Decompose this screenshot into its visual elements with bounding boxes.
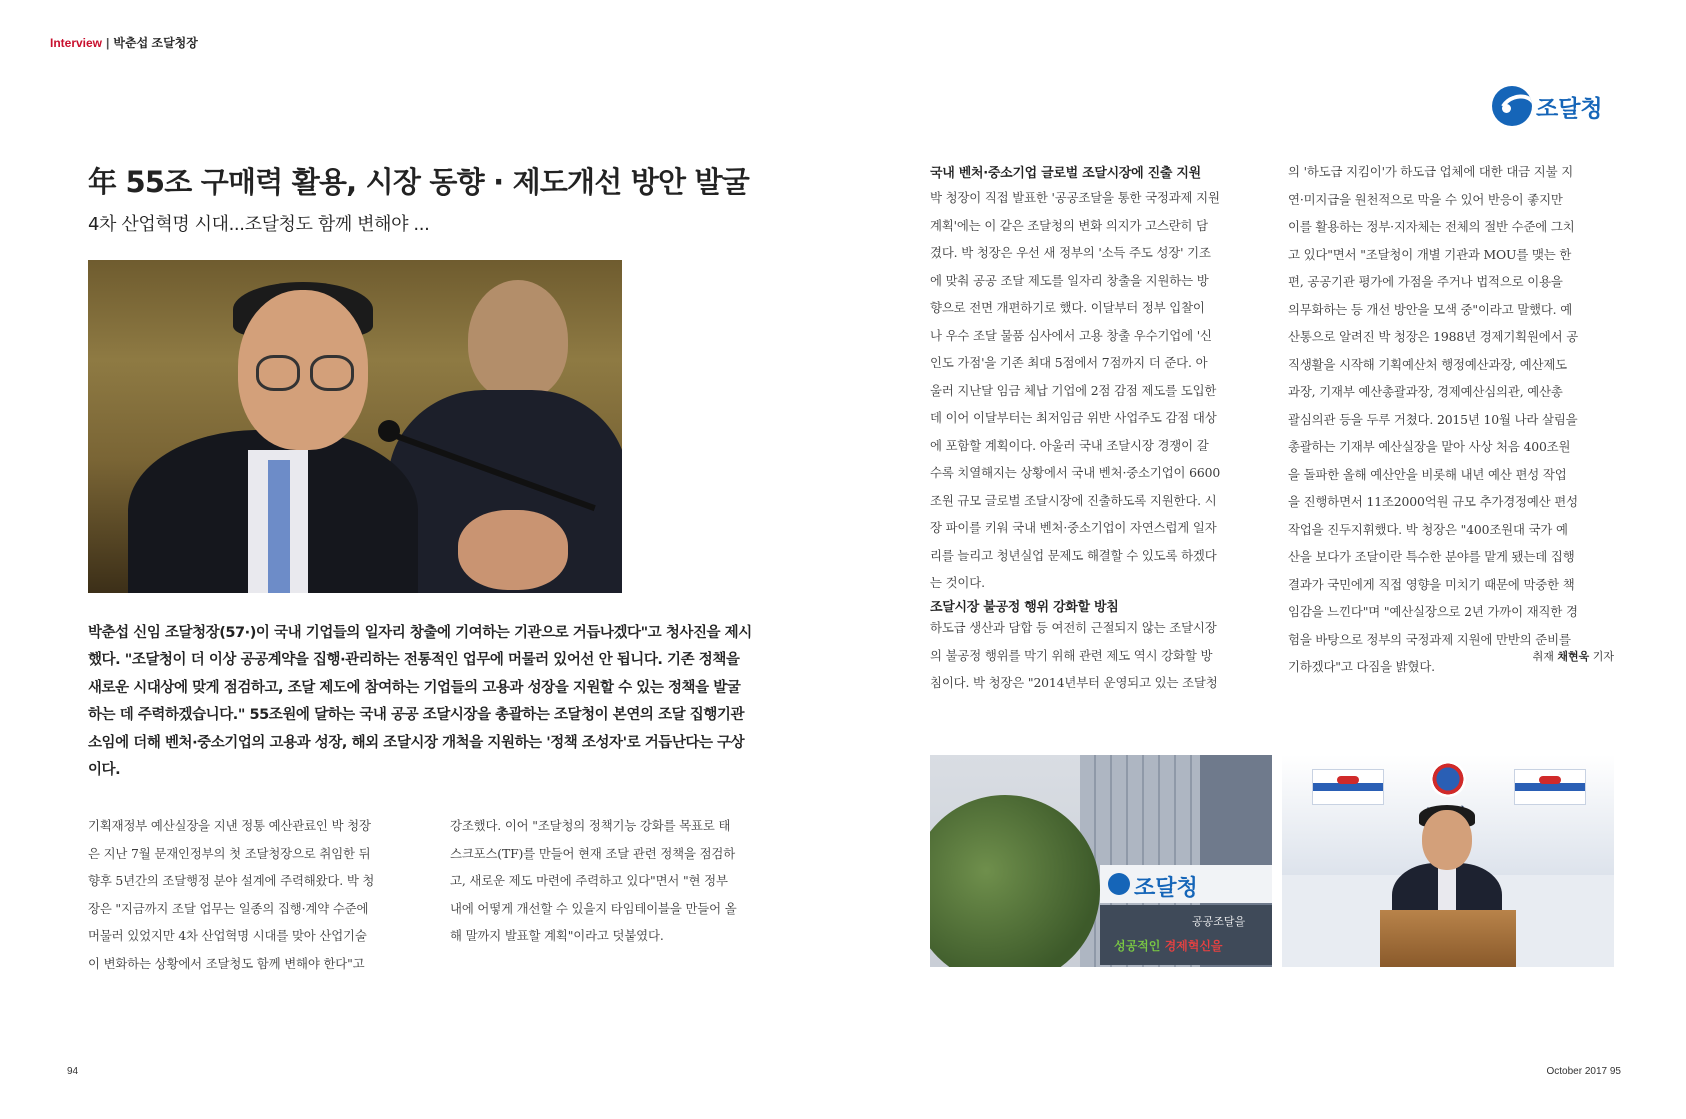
body-line: 박 청장이 직접 발표한 '공공조달을 통한 국정과제 지원 [930, 190, 1220, 205]
body-line: 고, 새로운 제도 마련에 주력하고 있다"면서 "현 정부 [450, 873, 728, 888]
body-line: 의무화하는 등 개선 방안을 모색 중"이라고 말했다. 예 [1288, 301, 1573, 317]
emblem-icon [1430, 761, 1466, 797]
headline: 年 55조 구매력 활용, 시장 동향 · 제도개선 방안 발굴 [88, 165, 749, 199]
intro-line: 하는 데 주력하겠습니다." 55조원에 달하는 국내 공공 조달시장을 총괄하는 조달청이 본연의 조달 집행기관 [88, 707, 745, 724]
body-line: 산을 보다가 조달이란 특수한 분야를 맡게 됐는데 집행 [1288, 549, 1575, 564]
body-line: 을 진행하면서 11조2000억원 규모 추가경정예산 편성 [1288, 494, 1578, 509]
page-number-left: 94 [67, 1066, 79, 1077]
body-line: 겼다. 박 청장은 우선 새 정부의 '소득 주도 성장' 기조 [930, 245, 1211, 260]
building-band-text: 공공조달을 [1192, 915, 1246, 928]
body-column-4 [1288, 158, 1618, 681]
body-line: 하도급 생산과 담합 등 여전히 근절되지 않는 조달시장 [930, 620, 1217, 635]
body-line: 기획재정부 예산실장을 지낸 정통 예산관료인 박 청장 [88, 818, 371, 833]
body-line: 내에 어떻게 개선할 수 있을지 타임테이블을 만들어 올 [450, 900, 737, 916]
intro-line: 했다. "조달청이 더 이상 공공계약을 집행·관리하는 전통적인 업무에 머물러 있어선 안 됩니다. 기존 정책을 [88, 652, 740, 669]
intro-paragraph [88, 620, 770, 784]
body-line: 강조했다. 이어 "조달청의 정책기능 강화를 목표로 태 [450, 818, 731, 833]
body-line: 울러 지난달 임금 체납 기업에 2점 감점 제도를 도입한 [930, 382, 1217, 398]
body-line: 기하겠다"고 다짐을 밝혔다. [1288, 659, 1435, 674]
body-line: 리를 늘리고 청년실업 문제도 해결할 수 있도록 하겠다 [930, 547, 1217, 563]
intro-line: 이다. [88, 762, 121, 779]
body-line: 는 것이다. [930, 575, 985, 590]
building-band-slogan: 성공적인 경제혁신을 [1114, 939, 1223, 953]
body-line: 이를 활용하는 정부·지자체는 전체의 절반 수준에 그치 [1288, 219, 1575, 234]
body-line: 고 있다"면서 "조달청이 개별 기관과 MOU를 맺는 한 [1288, 246, 1572, 262]
byline-prefix: 취재 [1532, 650, 1554, 663]
body-line: 연·미지급을 원천적으로 막을 수 있어 반응이 좋지만 [1288, 191, 1563, 207]
body-line: 에 맞춰 공공 조달 제도를 일자리 창출을 지원하는 방 [930, 272, 1209, 288]
intro-line: 박춘섭 신임 조달청장(57·)이 국내 기업들의 일자리 창출에 기여하는 기관으로 거듭나겠다"고 청사진을 제시 [88, 625, 752, 641]
body-line: 조원 규모 글로벌 조달시장에 진출하도록 지원한다. 시 [930, 492, 1217, 508]
logo-text: 조달청 [1536, 95, 1603, 122]
building-sign-text: 조달청 [1134, 876, 1198, 901]
body-line: 이 변화하는 상황에서 조달청도 함께 변해야 한다"고 [88, 955, 365, 971]
building-photo [930, 755, 1272, 967]
section-title-1: 국내 벤처·중소기업 글로벌 조달시장에 진출 지원 [930, 166, 1201, 181]
agency-logo [1492, 86, 1603, 126]
body-line: 과장, 기재부 예산총괄과장, 경제예산심의관, 예산총 [1288, 384, 1563, 399]
body-line: 임감을 느낀다"며 "예산실장으로 2년 가까이 재직한 경 [1288, 604, 1578, 619]
body-line: 머물러 있었지만 4차 산업혁명 시대를 맞아 산업기술 [88, 928, 367, 943]
body-line: 장 파이를 키워 국내 벤처·중소기업이 자연스럽게 일자 [930, 520, 1217, 535]
subheadline: 4차 산업혁명 시대...조달청도 함께 변해야 ... [88, 214, 430, 235]
section-title-2: 조달시장 불공정 행위 강화할 방침 [930, 600, 1119, 615]
body-line: 장은 "지금까지 조달 업무는 일종의 집행·계약 수준에 [88, 900, 369, 916]
body-line: 나 우수 조달 물품 심사에서 고용 창출 우수기업에 '신 [930, 327, 1212, 343]
body-column-3 [930, 184, 1260, 597]
body-column-3b [930, 614, 1260, 697]
body-line: 작업을 진두지휘했다. 박 청장은 "400조원대 국가 예 [1288, 521, 1568, 537]
body-column-2 [450, 812, 780, 950]
body-line: 은 지난 7월 문재인정부의 첫 조달청장으로 취임한 뒤 [88, 845, 371, 861]
body-line: 인도 가점'을 기존 최대 5점에서 7점까지 더 준다. 아 [930, 355, 1208, 370]
body-line: 의 '하도급 지킴이'가 하도급 업체에 대한 대금 지불 지 [1288, 164, 1574, 179]
body-line: 험을 바탕으로 정부의 국정과제 지원에 만반의 준비를 [1288, 631, 1571, 647]
page-number-right: October 2017 95 [1546, 1066, 1621, 1077]
body-line: 결과가 국민에게 직접 영향을 미치기 때문에 막중한 책 [1288, 576, 1575, 592]
body-line: 괄심의관 등을 두루 거쳤다. 2015년 10월 나라 살림을 [1288, 411, 1578, 427]
body-line: 편, 공공기관 평가에 가점을 주거나 법적으로 이용을 [1288, 274, 1563, 289]
body-line: 을 돌파한 올해 예산안을 비롯해 내년 예산 편성 작업 [1288, 466, 1567, 482]
body-line: 침이다. 박 청장은 "2014년부터 운영되고 있는 조달청 [930, 675, 1218, 690]
body-line: 향으로 전면 개편하기로 했다. 이달부터 정부 입찰이 [930, 300, 1205, 315]
body-line: 스크포스(TF)를 만들어 현재 조달 관련 정책을 점검하 [450, 845, 736, 861]
running-header [50, 34, 198, 51]
main-photo [88, 260, 622, 593]
intro-line: 새로운 시대상에 맞게 점검하고, 조달 제도에 참여하는 기업들의 고용과 성장을 지원할 수 있는 정책을 발굴 [88, 679, 741, 696]
byline [1533, 648, 1614, 664]
intro-line: 소임에 더해 벤처·중소기업의 고용과 성장, 해외 조달시장 개척을 지원하는 '정책 조성자'로 거듭난다는 구상 [88, 734, 745, 751]
body-line: 직생활을 시작해 기획예산처 행정예산과장, 예산제도 [1288, 356, 1567, 372]
body-line: 산통으로 알려진 박 청장은 1988년 경제기획원에서 공 [1288, 329, 1579, 344]
body-line: 수록 치열해지는 상황에서 국내 벤처·중소기업이 6600 [930, 465, 1221, 480]
body-line: 향후 5년간의 조달행정 분야 설계에 주력해왔다. 박 청 [88, 873, 375, 888]
podium-photo [1282, 755, 1614, 967]
body-line: 해 말까지 발표할 계획"이라고 덧붙였다. [450, 928, 664, 943]
byline-suffix: 기자 [1592, 650, 1614, 663]
header-title: 박춘섭 조달청장 [113, 36, 198, 50]
body-line: 의 불공정 행위를 막기 위해 관련 제도 역시 강화할 방 [930, 647, 1213, 663]
body-line: 계획'에는 이 같은 조달청의 변화 의지가 고스란히 담 [930, 217, 1208, 233]
body-line: 총괄하는 기재부 예산실장을 맡아 사상 처음 400조원 [1288, 439, 1571, 454]
logo-mark-icon [1492, 86, 1532, 126]
body-line: 데 이어 이달부터는 최저임금 위반 사업주도 감점 대상 [930, 410, 1217, 425]
body-column-1 [88, 812, 418, 977]
body-line: 에 포함할 계획이다. 아울러 국내 조달시장 경쟁이 갈 [930, 437, 1209, 453]
section-label: Interview [50, 36, 103, 50]
header-separator: | [106, 36, 110, 50]
byline-name: 채현욱 [1557, 650, 1590, 663]
